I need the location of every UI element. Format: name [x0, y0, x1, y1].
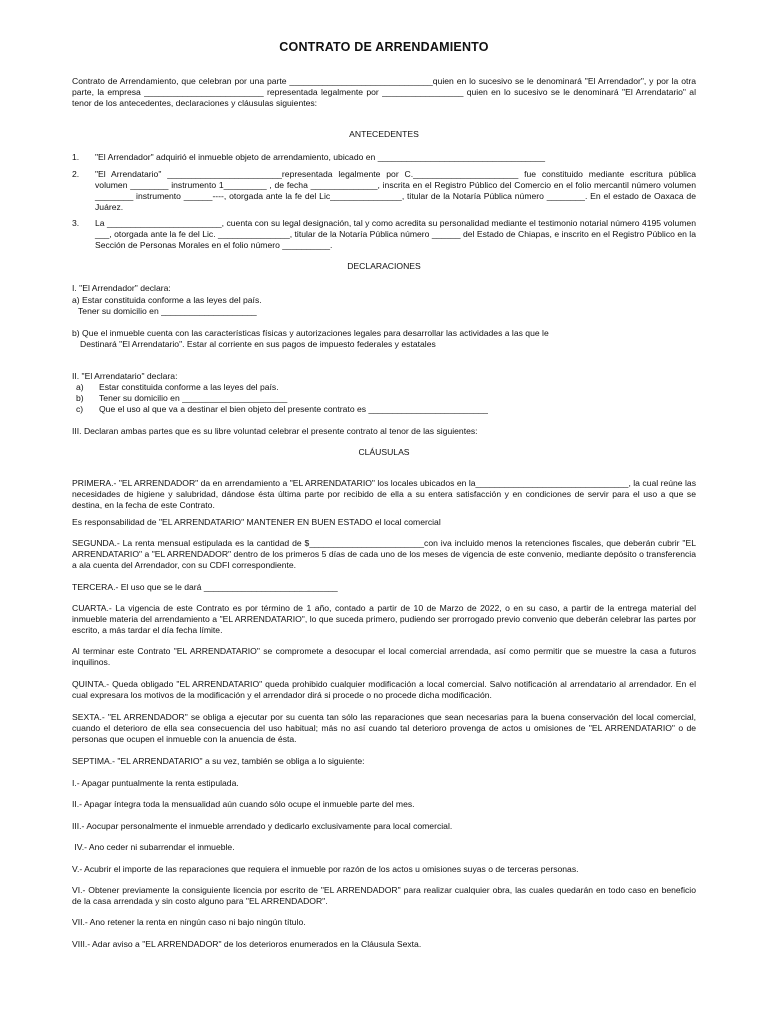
document-title: CONTRATO DE ARRENDAMIENTO [279, 40, 489, 54]
antecedente-number: 3. [72, 218, 80, 228]
arrendador-declara-a: a) Estar constituida conforme a las leyes del país. [72, 295, 262, 305]
declaracion-ambas-partes: III. Declaran ambas partes que es su libre voluntad celebrar el presente contrato al tenor de las siguientes: [72, 426, 478, 436]
declaraciones-heading: DECLARACIONES [347, 261, 421, 271]
antecedentes-heading: ANTECEDENTES [349, 129, 419, 139]
clausula-responsabilidad: Es responsabilidad de "EL ARRENDATARIO" MANTENER EN BUEN ESTADO el local comercial [72, 517, 441, 527]
antecedente-item: "El Arrendador" adquirió el inmueble objeto de arrendamiento, ubicado en ___________________________________ [95, 152, 545, 162]
arrendatario-declara-title: II. "El Arrendatario" declara: [72, 371, 178, 381]
clausula-segunda: SEGUNDA.- La renta mensual estipulada es la cantidad de $________________________con iva incluido menos la retenciones fiscales, que deberán cubrir "EL ARRENDATARIO" a "EL ARRENDADOR" dentro de los primeros 5 días de cada uno de los meses de vigencia de este convenio, mediante depósito o transferencia a ala cuenta del Arrendador, con su CDFI correspondiente. [72, 538, 696, 570]
list-item: Tener su domicilio en ______________________ [99, 393, 288, 403]
antecedente-item: La ________________________, cuenta con su legal designación, tal y como acredita su personalidad mediante el testimonio notarial número 4195 volumen ___, otorgada ante la fe del Lic. _______________, titular de la Notaría Pública número ______ del Estado de Chiapas, e inscrito en el Registro Público en la Sección de Personas Morales en el folio número __________. [95, 218, 696, 250]
clausula-sexta: SEXTA.- "EL ARRENDADOR" se obliga a ejecutar por su cuenta tan sólo las reparaciones que sean necesarias para la buena conservación del local comercial, cuando el deterioro de ella sea consecuencia del uso habitual; más no así cuando tal deterioro provenga de actos u omisiones de "EL ARRENDATARIO" o de personas que ocupen el inmueble con la anuencia de ésta. [72, 712, 696, 744]
clausula-terminar: Al terminar este Contrato "EL ARRENDATARIO" se compromete a desocupar el local comercial arrendada, así como permitir que se muestre la casa a futuros inquilinos. [72, 646, 696, 667]
arrendador-declara-b-cont: Destinará "El Arrendatario". Estar al corriente en sus pagos de impuesto federales y estatales [80, 339, 436, 349]
obligacion-item: III.- Aocupar personalmente el inmueble arrendado y dedicarlo exclusivamente para local comercial. [72, 821, 453, 831]
list-letter: a) [76, 382, 84, 392]
antecedente-number: 2. [72, 169, 80, 179]
clausula-quinta: QUINTA.- Queda obligado "EL ARRENDATARIO" queda prohibido cualquier modificación a local comercial. Salvo notificación al arrendatario al arrendador. En el cual expresara los motivos de la modificación y el arrendador dirá si procede o no procede dicha modificación. [72, 679, 696, 700]
list-item: Que el uso al que va a destinar el bien objeto del presente contrato es _________________________ [99, 404, 488, 414]
clausulas-heading: CLÁUSULAS [358, 447, 410, 457]
obligacion-item: VI.- Obtener previamente la consiguiente licencia por escrito de "EL ARRENDADOR" para realizar cualquier obra, las cuales quedarán en todo caso en beneficio de la casa arrendada y sin costo alguno para "EL ARRENDADOR". [72, 885, 696, 906]
clausula-tercera: TERCERA.- El uso que se le dará ____________________________ [72, 582, 338, 592]
arrendador-declara-title: I. "El Arrendador" declara: [72, 283, 171, 293]
clausula-cuarta: CUARTA.- La vigencia de este Contrato es por término de 1 año, contado a partir de 10 de Marzo de 2022, o en su caso, a partir de la entrega material del inmueble materia del arrendamiento a "EL ARRENDATARIO", lo que suceda primero, pudiendo ser prorrogado previo convenio que deberán celebrar las partes por escrito, a más tardar el día fecha límite. [72, 603, 696, 635]
obligacion-item: II.- Apagar íntegra toda la mensualidad aún cuando sólo ocupe el inmueble parte del mes. [72, 799, 415, 809]
antecedente-number: 1. [72, 152, 80, 162]
obligacion-item: I.- Apagar puntualmente la renta estipulada. [72, 778, 239, 788]
clausula-septima: SEPTIMA.- "EL ARRENDATARIO" a su vez, también se obliga a lo siguiente: [72, 756, 365, 766]
list-item: Estar constituida conforme a las leyes del país. [99, 382, 279, 392]
intro-paragraph: Contrato de Arrendamiento, que celebran por una parte ______________________________quien en lo sucesivo se le denominará "El Arrendador", y por la otra parte, la empresa _________________________ representada legalmente por _________________ quien en lo sucesivo se le denominará "El Arrendatario" al tenor de los antecedentes, declaraciones y cláusulas siguientes: [72, 76, 696, 108]
list-letter: c) [76, 404, 84, 414]
obligacion-item: IV.- Ano ceder ni subarrendar el inmueble. [72, 842, 235, 852]
obligacion-item: VII.- Ano retener la renta en ningún caso ni bajo ningún título. [72, 917, 306, 927]
arrendador-declara-b: b) Que el inmueble cuenta con las características físicas y autorizaciones legales para desarrollar las actividades a las que le [72, 328, 549, 338]
obligacion-item: V.- Acubrir el importe de las reparaciones que requiera el inmueble por razón de los actos u omisiones suyas o de terceras personas. [72, 864, 579, 874]
list-letter: b) [76, 393, 84, 403]
clausula-primera: PRIMERA.- "EL ARRENDADOR" da en arrendamiento a "EL ARRENDATARIO" los locales ubicados en la________________________________, la cual reúne las necesidades de higiene y salubridad, dándose ésta última parte por recibido de ella a su entera satisfacción y en condiciones de servir para el uso a que se destina, en la fecha de este Contrato. [72, 478, 696, 510]
antecedente-item: "El Arrendatario" ________________________representada legalmente por C.______________________ fue constituido mediante escritura pública volumen ________ instrumento 1_________ , de fecha ______________, inscrita en el Registro Público del Comercio en el folio mercantil número volumen ________ instrumento ______----, otorgada ante la fe del Lic_______________, titular de la Notaría Pública número ________. En el estado de Oaxaca de Juárez. [95, 169, 696, 212]
arrendador-domicilio: Tener su domicilio en ____________________ [78, 306, 257, 316]
obligacion-item: VIII.- Adar aviso a "EL ARRENDADOR" de los deterioros enumerados en la Cláusula Sexta. [72, 939, 422, 949]
